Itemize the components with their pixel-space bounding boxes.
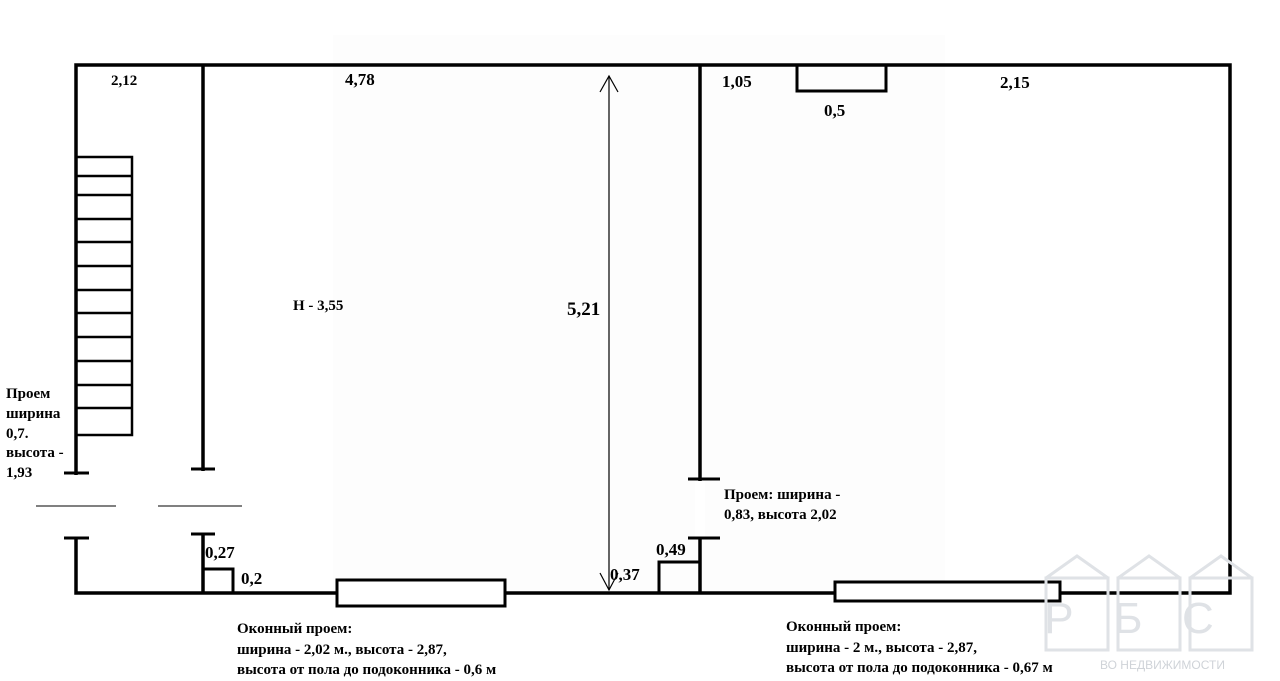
window-left — [337, 580, 505, 606]
small-niche-label: 0,5 — [824, 101, 846, 120]
watermark-text: РБС — [1044, 594, 1254, 643]
mid-corner-depth-label: 0,37 — [610, 565, 640, 584]
left-corner-width-label: 0,27 — [205, 543, 235, 562]
left-opening-note: Проем ширина 0,7. высота - 1,93 — [6, 386, 64, 482]
middle-room-length-label: 4,78 — [345, 70, 375, 89]
left-partition-door-marks — [158, 469, 242, 534]
middle-door-note: Проем: ширина - 0,83, высота 2,02 — [724, 487, 841, 523]
left-corner-depth-label: 0,2 — [241, 569, 263, 588]
window-right-title: Оконный проем: — [786, 619, 902, 635]
watermark-tagline: ВО НЕДВИЖИМОСТИ — [1100, 658, 1225, 672]
staircase — [76, 157, 132, 435]
corner-protrusion-left — [203, 569, 233, 593]
window-right-sill: высота от пола до подоконника - 0,67 м — [786, 660, 1053, 677]
stair-room-width-label: 2,12 — [111, 73, 138, 89]
window-left-size: ширина - 2,02 м., высота - 2,87, — [237, 641, 447, 658]
ceiling-height-label: Н - 3,55 — [293, 298, 344, 314]
mid-corner-width-label: 0,49 — [656, 540, 686, 559]
window-left-title: Оконный проем: — [237, 621, 353, 637]
window-right — [835, 582, 1060, 601]
window-right-note — [786, 617, 1053, 679]
right-room-length-label: 2,15 — [1000, 73, 1030, 92]
room-depth-label: 5,21 — [567, 299, 601, 320]
window-left-sill: высота от пола до подоконника - 0,6 м — [237, 662, 497, 679]
door-offset-label: 1,05 — [722, 72, 752, 91]
window-right-size: ширина - 2 м., высота - 2,87, — [786, 639, 977, 656]
window-left-note — [237, 619, 496, 681]
